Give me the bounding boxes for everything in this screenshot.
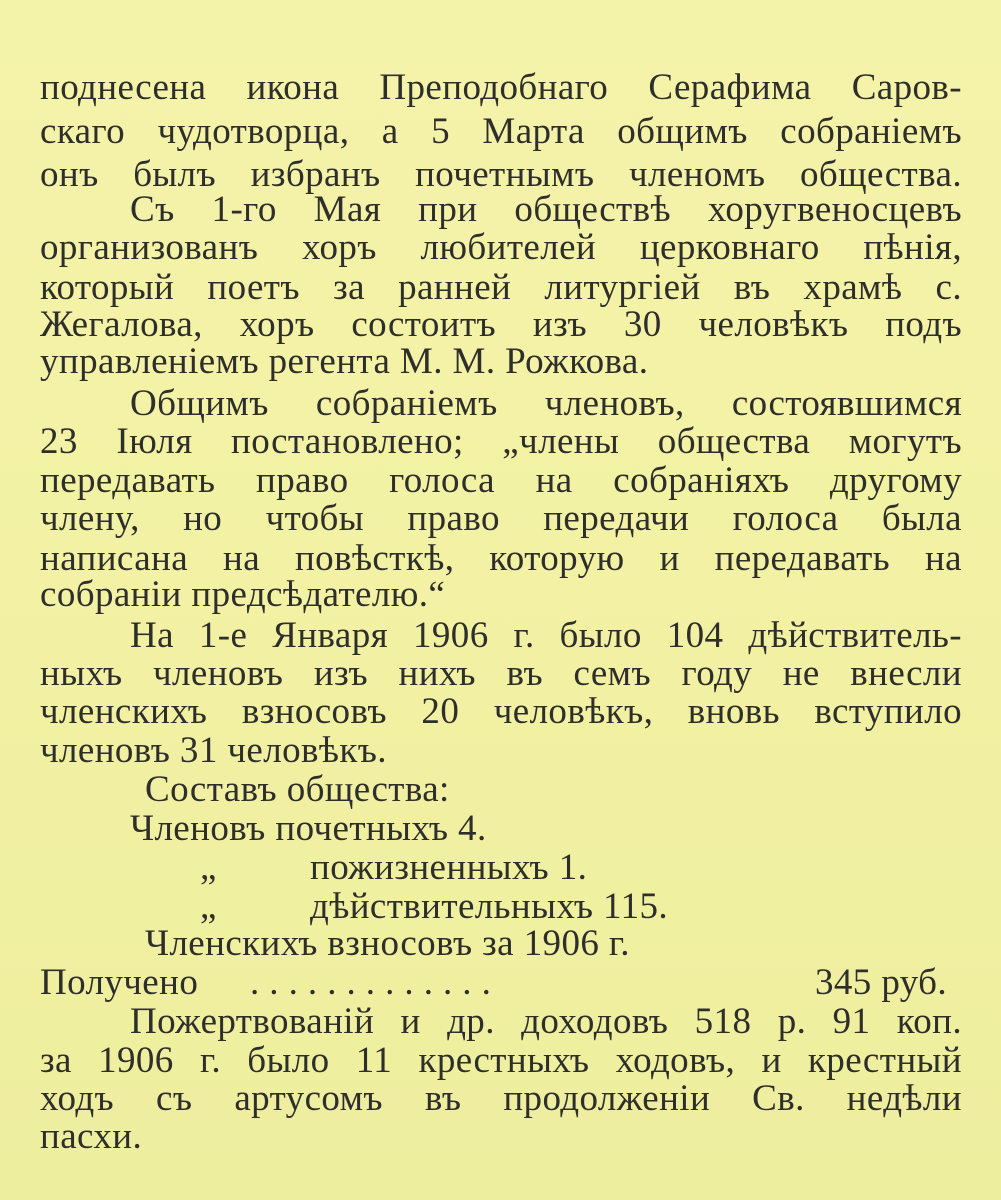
text-line: поднесена икона Преподобнаго Серафима Саров- <box>40 67 962 108</box>
text-line: членовъ 31 человѣкъ. <box>40 730 387 771</box>
text-line: собраніи предсѣдателю.“ <box>40 574 446 615</box>
text-line: Членскихъ взносовъ за 1906 г. <box>145 923 630 964</box>
text-line: Съ 1-го Мая при обществѣ хоругвеносцевъ <box>130 189 962 230</box>
text-line: за 1906 г. было 11 крестныхъ ходовъ, и крестный <box>40 1040 962 1081</box>
text-line: онъ былъ избранъ почетнымъ членомъ общества. <box>40 154 962 195</box>
text-line: написана на повѣсткѣ, которую и передавать на <box>40 538 962 579</box>
received-label: Получено <box>40 962 199 1003</box>
text-line: Пожертвованій и др. доходовъ 518 р. 91 коп. <box>130 1001 962 1042</box>
text-line: пасхи. <box>40 1116 143 1157</box>
ditto-mark: „ <box>200 886 217 927</box>
text-line: организованъ хоръ любителей церковнаго пѣнія, <box>40 227 962 268</box>
text-line: пожизненныхъ 1. <box>310 847 588 888</box>
ditto-mark: „ <box>200 847 217 888</box>
text-line: управленіемъ регента М. М. Рожкова. <box>40 341 649 382</box>
text-line: членскихъ взносовъ 20 человѣкъ, вновь вступило <box>40 691 962 732</box>
text-line: дѣйствительныхъ 115. <box>310 886 669 927</box>
text-line: передавать право голоса на собраніяхъ другому <box>40 460 962 501</box>
text-line: Жегалова, хоръ состоитъ изъ 30 человѣкъ подъ <box>40 304 962 345</box>
received-amount: 345 руб. <box>815 962 948 1003</box>
received-dots: . . . . . . . . . . . . . <box>250 962 492 1003</box>
text-line: Общимъ собраніемъ членовъ, состоявшимся <box>130 383 962 424</box>
text-line: который поетъ за ранней литургіей въ храмѣ с. <box>40 267 962 308</box>
text-line: ныхъ членовъ изъ нихъ въ семъ году не внесли <box>40 653 962 694</box>
text-line: Членовъ почетныхъ 4. <box>130 808 487 849</box>
text-line: 23 Іюля постановлено; „члены общества могутъ <box>40 421 962 462</box>
text-line: Составъ общества: <box>145 769 450 810</box>
text-line: ходъ съ артусомъ въ продолженіи Св. недѣли <box>40 1078 962 1119</box>
text-line: члену, но чтобы право передачи голоса была <box>40 498 962 539</box>
text-line: скаго чудотворца, а 5 Марта общимъ собраніемъ <box>40 111 962 152</box>
text-line: На 1-е Января 1906 г. было 104 дѣйствитель- <box>130 615 962 656</box>
